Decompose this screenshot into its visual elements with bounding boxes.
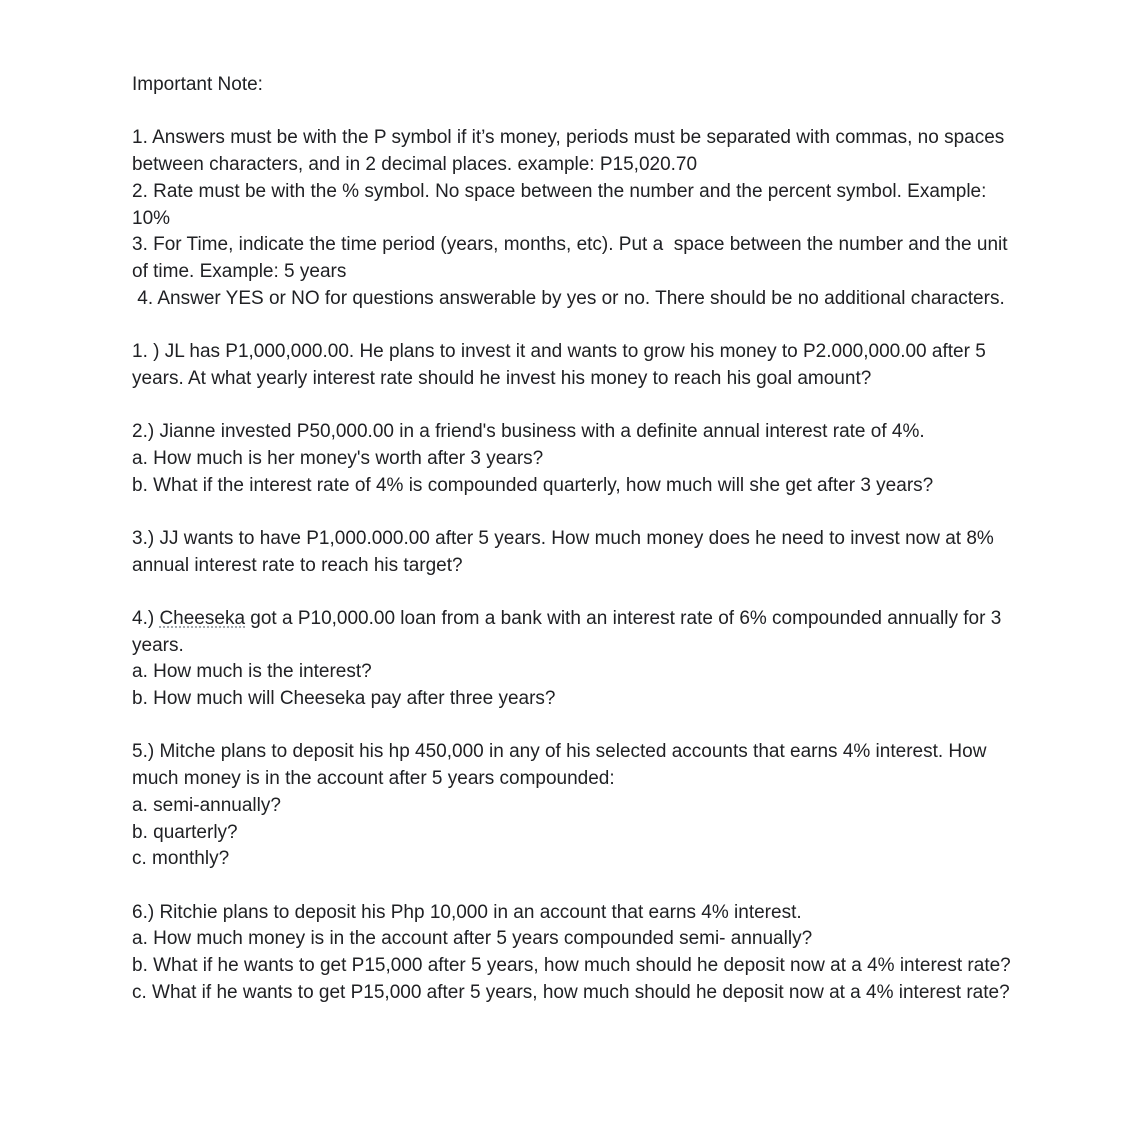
problem-3-text: 3.) JJ wants to have P1,000.000.00 after 5 years. How much money does he need to invest now at 8% annual interest rate to reach his target?	[132, 527, 1000, 576]
problem-2-part-b: b. What if the interest rate of 4% is compounded quarterly, how much will she get after 3 years?	[132, 474, 934, 496]
problem-4-rest: got a P10,000.00 loan from a bank with an interest rate of 6% compounded annually for 3 years.	[132, 607, 1007, 656]
note-rules	[132, 125, 1012, 312]
problem-5-part-b: b. quarterly?	[132, 821, 238, 843]
problem-4-part-a: a. How much is the interest?	[132, 661, 372, 683]
spacer	[132, 99, 1012, 126]
problem-3	[132, 526, 1012, 579]
problem-4-text	[132, 606, 1012, 659]
problem-5-part-a: a. semi-annually?	[132, 794, 281, 816]
problem-2	[132, 419, 1012, 499]
spellcheck-word[interactable]: Cheeseka	[159, 607, 246, 629]
spacer	[132, 579, 1012, 606]
note-rule-1: 1. Answers must be with the P symbol if it’s money, periods must be separated with commas, no spaces between characters, and in 2 decimal places. example: P15,020.70	[132, 127, 1010, 176]
problem-4	[132, 606, 1012, 713]
problem-4-prefix: 4.)	[132, 607, 160, 629]
problem-1-text: 1. ) JL has P1,000,000.00. He plans to invest it and wants to grow his money to P2.000,000.00 after 5 years. At what yearly interest rate should he invest his money to reach his goal amount?	[132, 341, 992, 389]
problem-2-text: 2.) Jianne invested P50,000.00 in a friend's business with a definite annual interest rate of 4%.	[132, 421, 925, 443]
problem-6-part-c: c. What if he wants to get P15,000 after 5 years, how much should he deposit now at a 4% interest rate?	[132, 981, 1010, 1003]
spacer	[132, 713, 1012, 740]
problem-5	[132, 739, 1012, 873]
note-rule-3: 3. For Time, indicate the time period (years, months, etc). Put a space between the number and the unit of time. Example: 5 years	[132, 234, 1013, 282]
problem-1	[132, 339, 1012, 392]
spacer	[132, 499, 1012, 526]
spacer	[132, 392, 1012, 419]
note-heading: Important Note:	[132, 74, 263, 95]
problem-6	[132, 900, 1012, 1007]
spacer	[132, 873, 1012, 900]
problem-6-text: 6.) Ritchie plans to deposit his Php 10,000 in an account that earns 4% interest.	[132, 901, 802, 923]
document-page	[132, 72, 1012, 1007]
problem-5-part-c: c. monthly?	[132, 848, 230, 870]
spacer	[132, 312, 1012, 339]
problem-6-part-b: b. What if he wants to get P15,000 after 5 years, how much should he deposit now at a 4% interest rate?	[132, 955, 1011, 977]
problem-4-part-b: b. How much will Cheeseka pay after three years?	[132, 688, 556, 710]
problem-6-part-a: a. How much money is in the account after 5 years compounded semi- annually?	[132, 928, 813, 950]
note-rule-4: 4. Answer YES or NO for questions answerable by yes or no. There should be no additional characters.	[132, 287, 1005, 309]
note-rule-2: 2. Rate must be with the % symbol. No space between the number and the percent symbol. Example: 10%	[132, 180, 992, 229]
problem-2-part-a: a. How much is her money's worth after 3 years?	[132, 447, 544, 469]
problem-5-text: 5.) Mitche plans to deposit his hp 450,000 in any of his selected accounts that earns 4% interest. How much money is in the account after 5 years compounded:	[132, 741, 992, 790]
